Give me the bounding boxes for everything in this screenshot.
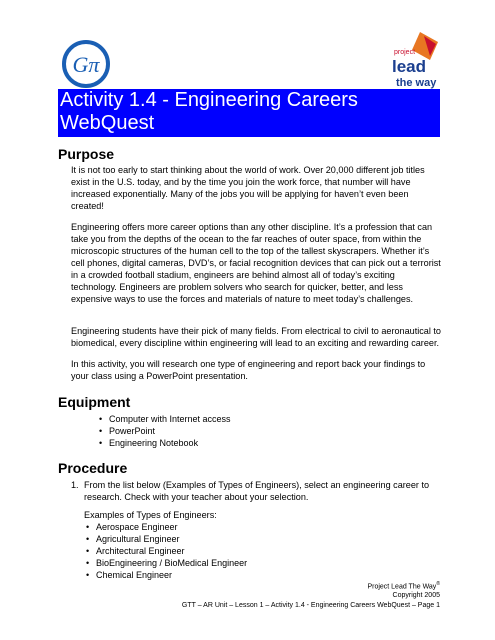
purpose-paragraph-4: In this activity, you will research one type of engineering and report back your findings to your class using a PowerPoint presentation. [71,359,426,381]
footer-page-info: GTT – AR Unit – Lesson 1 – Activity 1.4 - Engineering Careers WebQuest – Page 1 [181,602,440,609]
gtt-logo [62,40,110,88]
pltw-logo [390,30,440,90]
examples-heading: Examples of Types of Engineers: [84,510,217,520]
purpose-heading: Purpose [58,146,115,162]
engineer-examples-list [84,521,247,581]
svg-text:the way: the way [396,77,437,89]
footer-copyright: Copyright 2005 [392,592,440,599]
page-title-line1: Activity 1.4 - Engineering Careers [60,89,358,111]
svg-text:lead: lead [392,57,427,76]
title-banner [58,89,440,137]
list-item: • BioEngineering / BioMedical Engineer [84,557,247,569]
list-item: • Engineering Notebook [97,437,231,449]
step-number: 1. [71,480,79,490]
procedure-step-1: From the list below (Examples of Types of Engineers), select an engineering career to research. Check with your teacher about your selection. [84,480,430,502]
page-title-line2: WebQuest [60,112,155,134]
procedure-heading: Procedure [58,460,128,476]
list-item: • Computer with Internet access [97,413,231,425]
svg-text:project: project [394,49,416,56]
list-item: • PowerPoint [97,425,231,437]
footer-project: Project Lead The Way [367,583,437,591]
purpose-paragraph-3: Engineering students have their pick of many fields. From electrical to civil to aeronautical to biomedical, every discipline within engineering will lead to an exciting and rewarding career. [71,326,441,348]
purpose-paragraph-1: It is not too early to start thinking about the world of work. Over 20,000 different job titles exist in the U.S. today, and by the time you join the work force, that number will have increased exponentially. Many of the jobs you will be applying for haven’t even been created! [71,165,425,211]
list-item: • Aerospace Engineer [84,521,247,533]
footer-project-line [367,580,440,591]
registered-mark: ® [436,581,440,587]
equipment-heading: Equipment [58,394,131,410]
gtt-logo-text: Gπ [72,52,100,77]
equipment-list [97,413,231,449]
list-item: • Chemical Engineer [84,569,247,581]
list-item: • Architectural Engineer [84,545,247,557]
list-item: • Agricultural Engineer [84,533,247,545]
purpose-paragraph-2: Engineering offers more career options than any other discipline. It’s a profession that can take you from the depths of the ocean to the far reaches of outer space, from within the microscopic structures of the human cell to the top of the tallest skyscrapers. Whether it’s cell phones, digital cameras, DVD’s, or facial recognition devices that can pick out a terrorist in a crowded football stadium, engineers are behind almost all of today’s exciting technology. Engineers are problem solvers who search for quicker, better, and less expensive ways to use the forces and materials of nature to meet today’s challenges. [71,222,441,304]
